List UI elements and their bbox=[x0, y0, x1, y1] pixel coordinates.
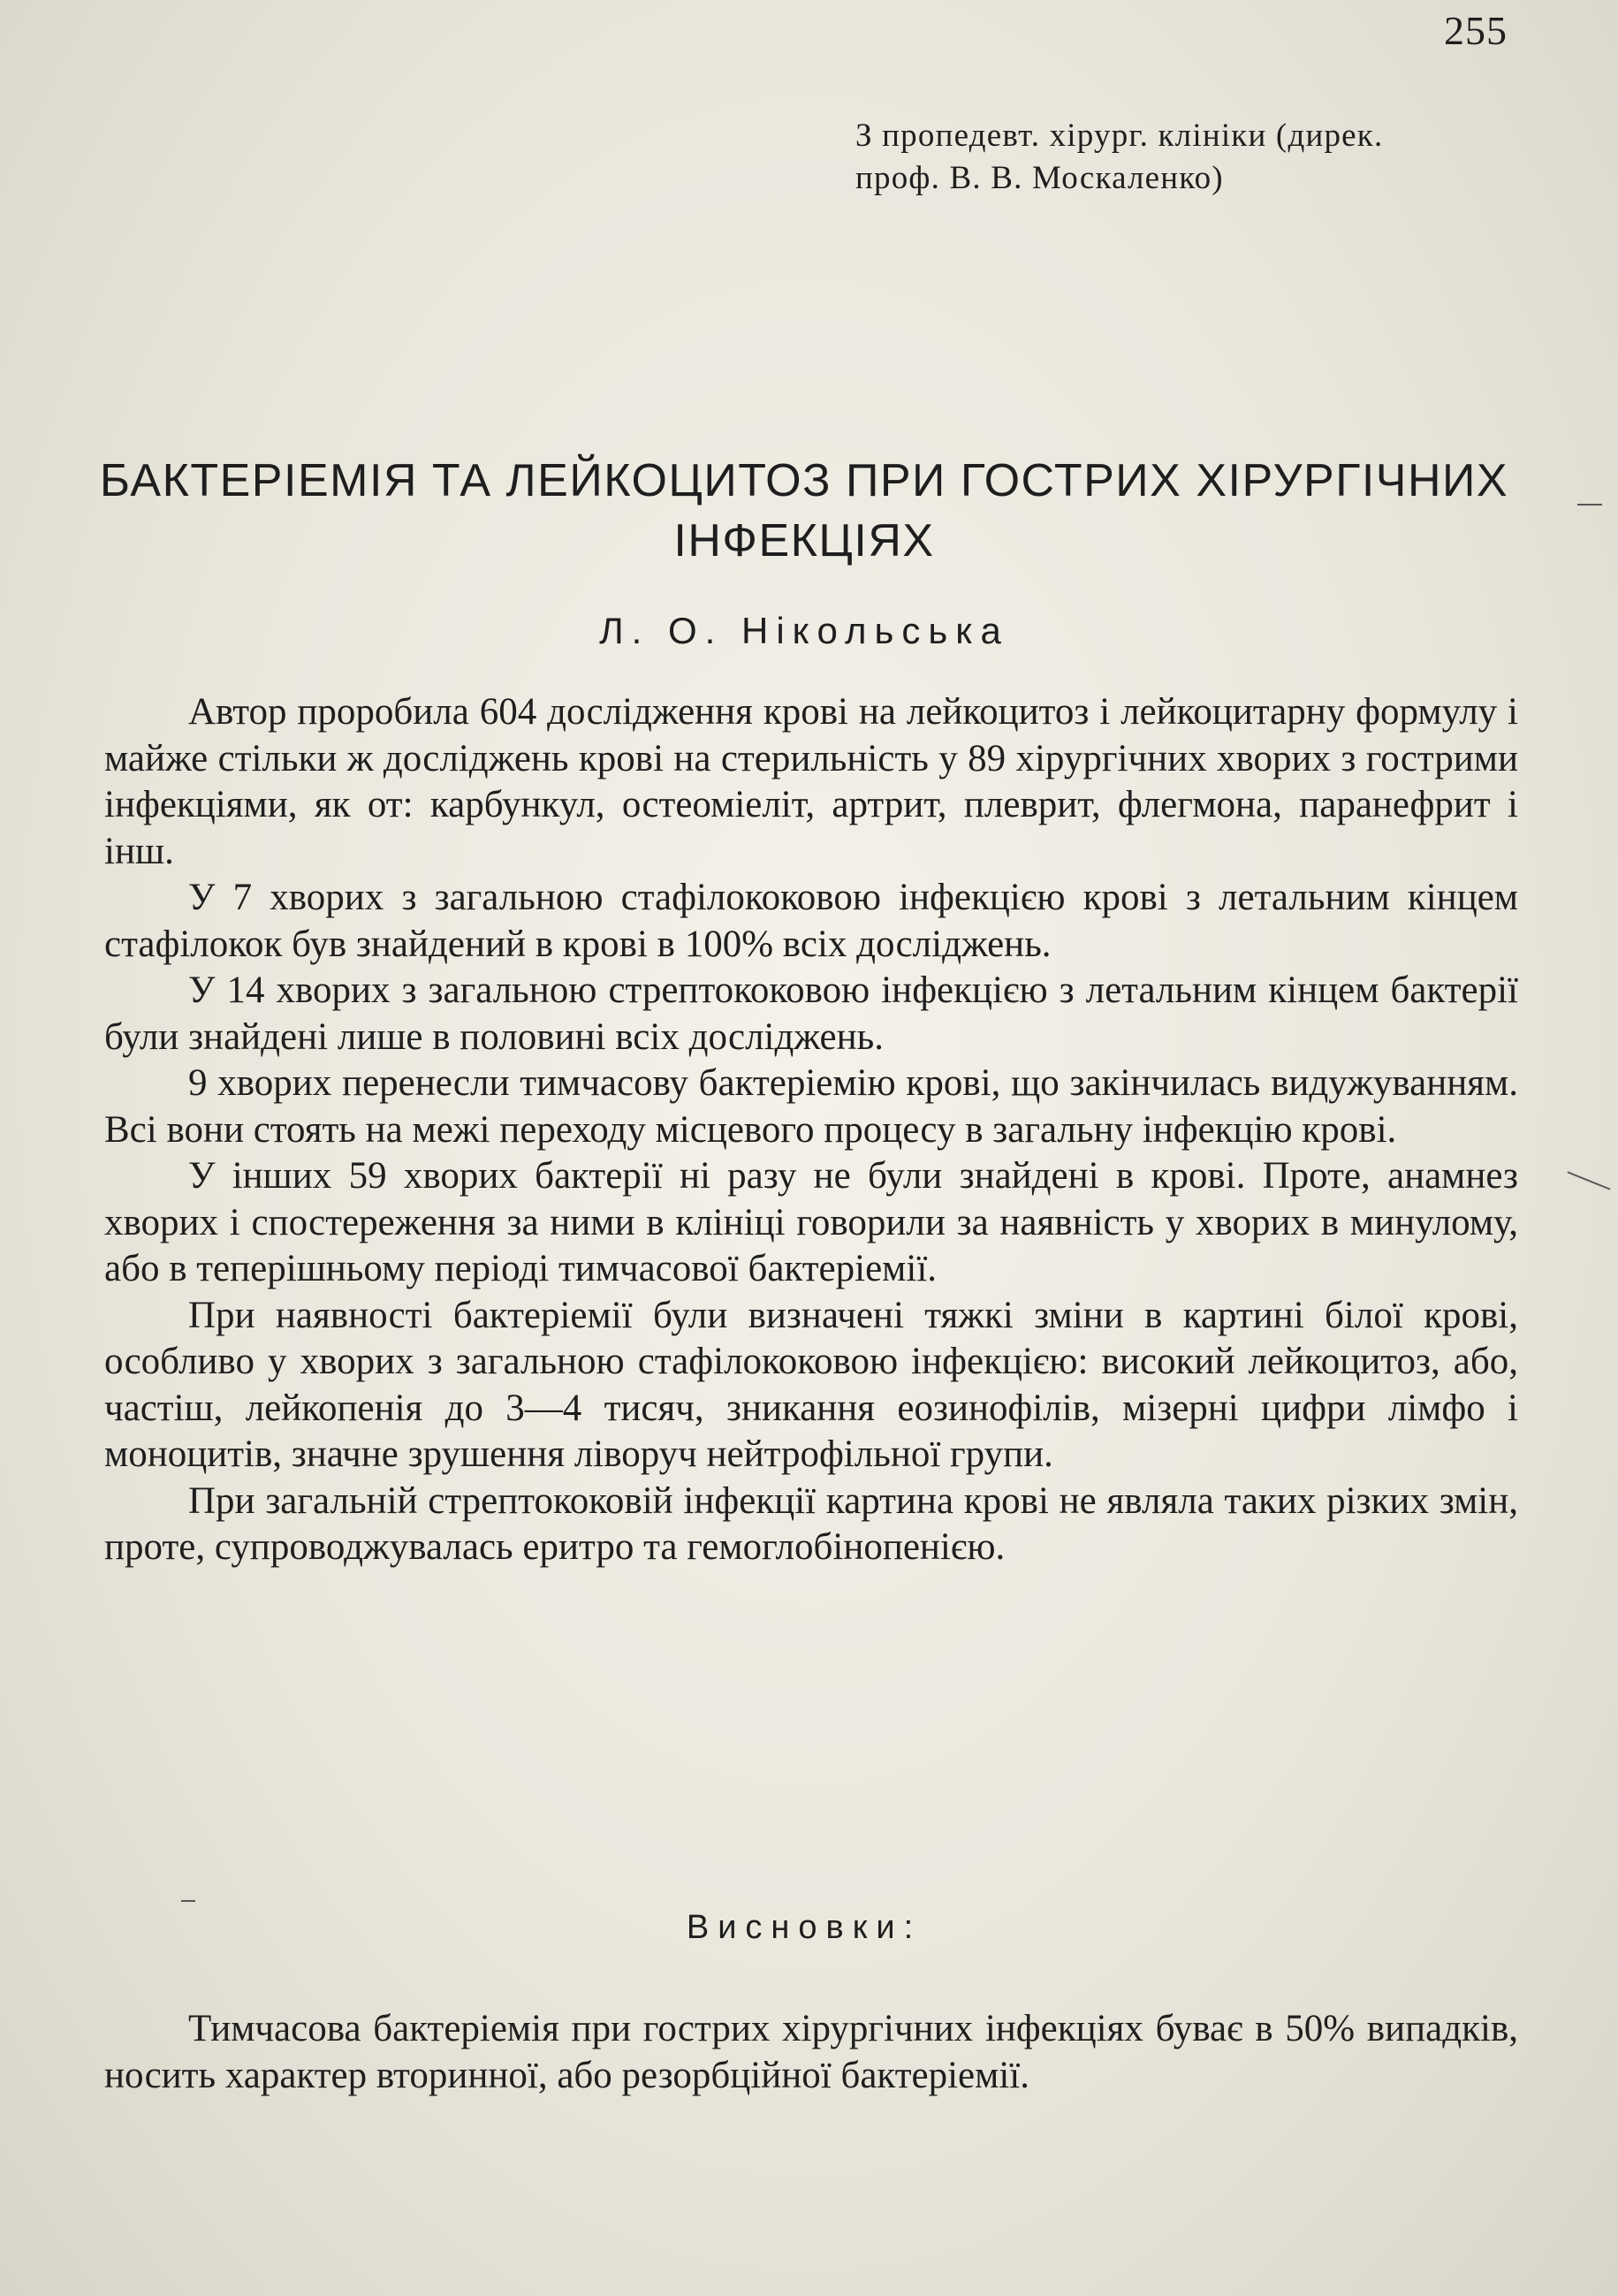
conclusions-heading: Висновки: bbox=[686, 1909, 923, 1946]
article-title-line-1: БАКТЕРІЕМІЯ ТА ЛЕЙКОЦИТОЗ ПРИ ГОСТРИХ ХІРУРГІЧНИХ bbox=[99, 455, 1509, 506]
article-title bbox=[71, 451, 1538, 571]
body-paragraph-5: У інших 59 хворих бактерії ні разу не були знайдені в крові. Проте, анамнез хворих і спостереження за ними в клініці говорили за наявність у хворих в минулому, або в теперішньому періоді тимчасової бактеріемії. bbox=[104, 1155, 1518, 1289]
page-number: 255 bbox=[1444, 8, 1508, 53]
affiliation-note bbox=[855, 115, 1527, 200]
conclusions-paragraph: Тимчасова бактеріемія при гострих хірургічних інфекціях буває в 50% випадків, носить характер вторинної, або резорбційної бактеріемії. bbox=[104, 2008, 1518, 2096]
affiliation-line-2: проф. В. В. Москаленко) bbox=[855, 160, 1224, 196]
body-paragraph-1: Автор проробила 604 дослідження крові на лейкоцитоз і лейкоцитарну формулу і майже стільки ж досліджень крові на стерильність у 89 хірургічних хворих з гострими інфекціями, як от: карбункул, остеоміеліт, артрит, плеврит, флегмона, паранефрит і інш. bbox=[104, 691, 1518, 872]
margin-mark-right bbox=[1577, 504, 1602, 506]
body-paragraph-3: У 14 хворих з загальною стрептококовою інфекцією з летальним кінцем бактерії були знайдені лише в половині всіх досліджень. bbox=[104, 969, 1518, 1058]
margin-mark-right-slash bbox=[1568, 1171, 1611, 1190]
body-paragraph-7: При загальній стрептококовій інфекції картина крові не являла таких різких змін, проте, супроводжувалась еритро та гемоглобінопенією. bbox=[104, 1479, 1518, 1568]
body-paragraph-2: У 7 хворих з загальною стафілококовою інфекцією крові з летальним кінцем стафілокок був знайдений в крові в 100% всіх досліджень. bbox=[104, 877, 1518, 965]
affiliation-line-1: З пропедевт. хірург. клініки (дирек. bbox=[855, 118, 1384, 154]
conclusions-body bbox=[104, 2006, 1518, 2099]
margin-mark-left bbox=[181, 1900, 195, 1902]
article-title-line-2: ІНФЕКЦІЯХ bbox=[673, 515, 935, 566]
article-author: Л. О. Нікольська bbox=[599, 610, 1009, 651]
body-paragraph-4: 9 хворих перенесли тимчасову бактеріемію крові, що закінчилась видужуванням. Всі вони стоять на межі переходу місцевого процесу в загальну інфекцію крові. bbox=[104, 1062, 1518, 1151]
body-paragraph-6: При наявності бактеріемії були визначені тяжкі зміни в картині білої крові, особливо у хворих з загальною стафілококовою інфекцією: високий лейкоцитоз, або, частіш, лейкопенія до 3—4 тисяч, зникання еозинофілів, мізерні цифри лімфо і моноцитів, значне зрушення ліворуч нейтрофільної групи. bbox=[104, 1294, 1518, 1475]
article-body bbox=[104, 689, 1518, 1571]
